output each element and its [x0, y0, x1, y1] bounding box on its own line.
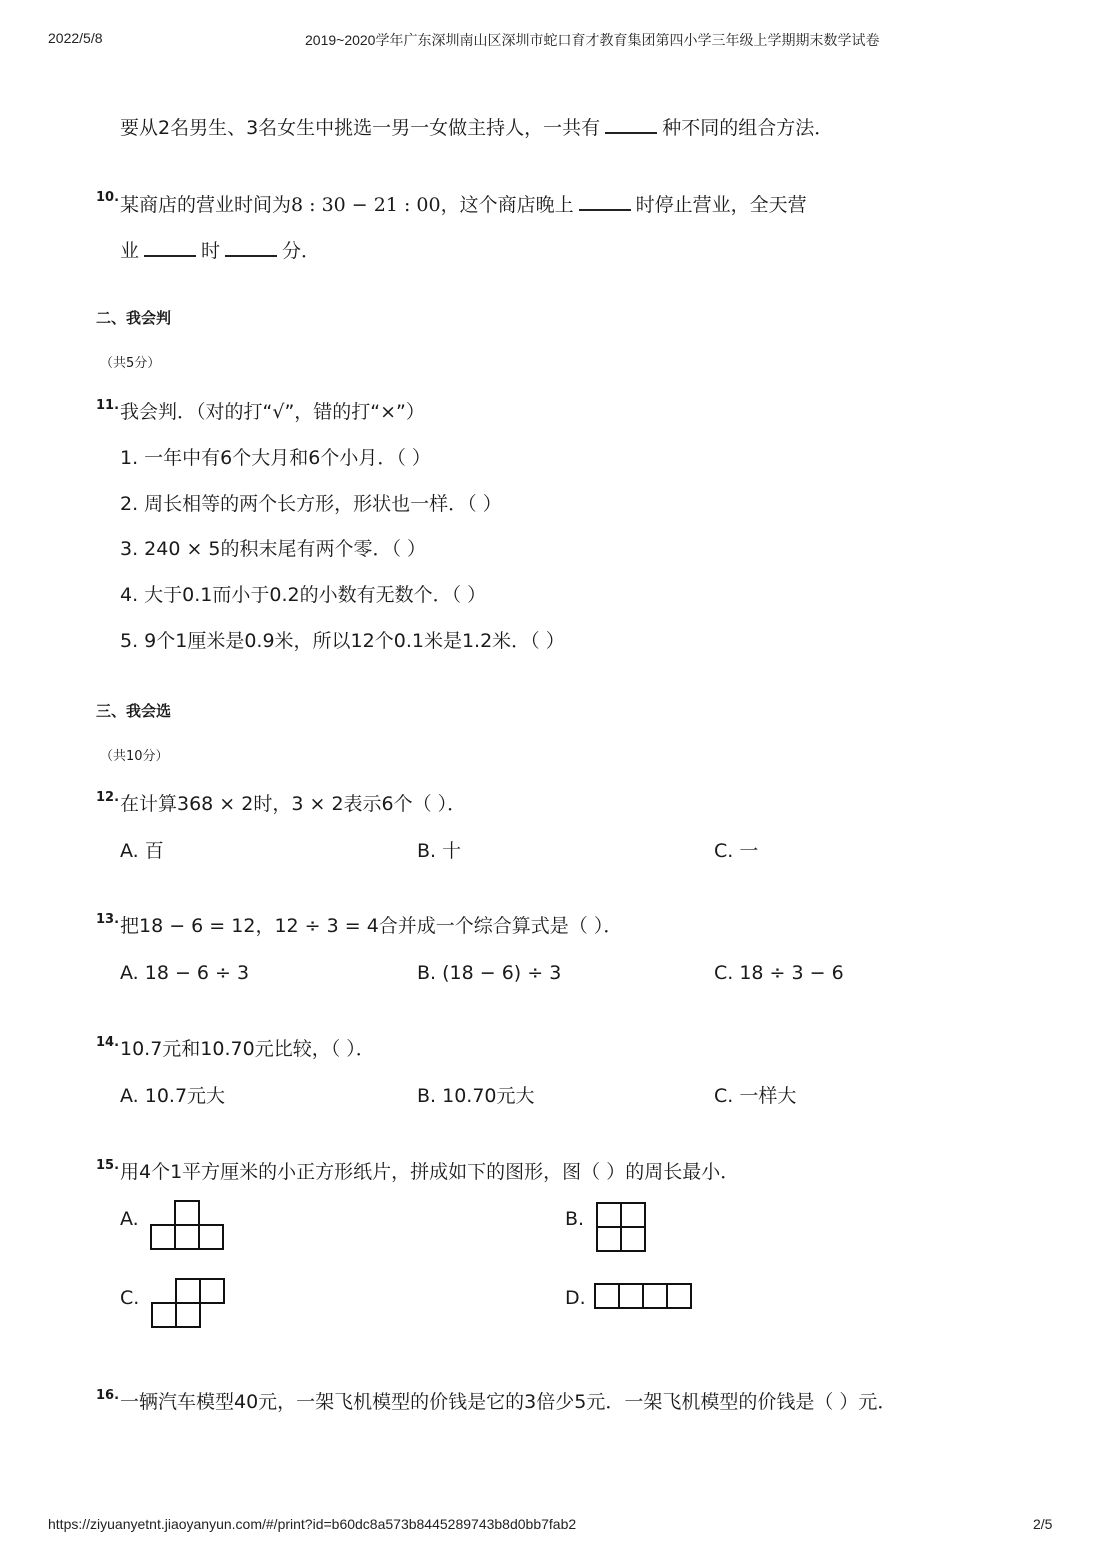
- q10-time: 8 : 30 − 21 : 00: [291, 194, 441, 216]
- question-number: 14.: [96, 1035, 120, 1050]
- choice-option-a: A. 10.7元大: [120, 1085, 226, 1107]
- figure-b-squares: [596, 1202, 648, 1254]
- judge-item: 2. 周长相等的两个长方形，形状也一样．（ ）: [120, 493, 502, 515]
- question-16-stem: 一辆汽车模型40元，一架飞机模型的价钱是它的3倍少5元．一架飞机模型的价钱是（ ）元．: [120, 1391, 897, 1413]
- answer-blank: [144, 237, 196, 257]
- figure-label-a: A.: [120, 1208, 139, 1230]
- q10-line2-c: 分．: [282, 240, 321, 262]
- figure-c-squares: [151, 1278, 227, 1328]
- page-url[interactable]: https://ziyuanyetnt.jiaoyanyun.com/#/print?id=b60dc8a573b8445289743b8d0bb7fab2: [48, 1516, 577, 1532]
- figure-label-b: B.: [565, 1208, 585, 1230]
- question-9-text: [120, 114, 833, 141]
- figure-d-squares: [594, 1283, 694, 1309]
- choice-option-b: B. 10.70元大: [417, 1085, 535, 1107]
- choice-option-c: C. 一: [714, 840, 759, 862]
- answer-blank: [579, 191, 631, 211]
- judge-item: 5. 9个1厘米是0.9米，所以12个0.1米是1.2米．（ ）: [120, 630, 565, 652]
- section-title: 二、我会判: [96, 309, 172, 327]
- print-date: 2022/5/8: [48, 30, 103, 46]
- question-number: 15.: [96, 1158, 120, 1173]
- q9-part2: 种不同的组合方法．: [662, 117, 834, 139]
- section-score: （共10分）: [100, 749, 169, 764]
- choice-option-a: A. 百: [120, 840, 164, 862]
- choice-option-a: A. 18 − 6 ÷ 3: [120, 962, 250, 984]
- figure-label-d: D.: [565, 1287, 586, 1309]
- choice-option-b: B. (18 − 6) ÷ 3: [417, 962, 562, 984]
- question-10-line1: [120, 191, 807, 218]
- document-title: 2019~2020学年广东深圳南山区深圳市蛇口育才教育集团第四小学三年级上学期期末数学试卷: [305, 32, 880, 48]
- choice-option-b: B. 十: [417, 840, 462, 862]
- judge-item: 4. 大于0.1而小于0.2的小数有无数个．（ ）: [120, 584, 487, 606]
- answer-blank: [605, 114, 657, 134]
- question-15-stem: 用4个1平方厘米的小正方形纸片，拼成如下的图形，图（ ）的周长最小．: [120, 1161, 740, 1183]
- question-number: 10.: [96, 190, 120, 205]
- answer-blank: [225, 237, 277, 257]
- figure-label-c: C.: [120, 1287, 140, 1309]
- question-10-line2: [120, 237, 320, 264]
- judge-item: 1. 一年中有6个大月和6个小月．（ ）: [120, 447, 431, 469]
- section-score: （共5分）: [100, 356, 161, 371]
- section-title: 三、我会选: [96, 702, 172, 720]
- q10-part1: 某商店的营业时间为: [120, 194, 292, 216]
- question-number: 11.: [96, 398, 120, 413]
- question-number: 13.: [96, 912, 120, 927]
- question-number: 16.: [96, 1388, 120, 1403]
- choice-option-c: C. 18 ÷ 3 − 6: [714, 962, 844, 984]
- q10-part2: ，这个商店晚上: [440, 194, 574, 216]
- question-14-stem: 10.7元和10.70元比较，（ ）．: [120, 1038, 375, 1060]
- q10-line2-b: 时: [201, 240, 221, 262]
- figure-a-squares: [150, 1200, 226, 1250]
- q10-line2-a: 业: [120, 240, 140, 262]
- q10-part3: 时停止营业，全天营: [635, 194, 807, 216]
- page-number: 2/5: [1033, 1516, 1053, 1532]
- q9-part1: 要从2名男生、3名女生中挑选一男一女做主持人，一共有: [120, 117, 601, 139]
- question-13-stem: 把18 − 6 = 12，12 ÷ 3 = 4合并成一个综合算式是（ ）．: [120, 915, 623, 937]
- question-12-stem: 在计算368 × 2时，3 × 2表示6个（ ）．: [120, 793, 467, 815]
- choice-option-c: C. 一样大: [714, 1085, 797, 1107]
- judge-item: 3. 240 × 5的积末尾有两个零．（ ）: [120, 538, 427, 560]
- question-11-stem: 我会判．（对的打“√”，错的打“×”）: [120, 401, 425, 423]
- question-number: 12.: [96, 790, 120, 805]
